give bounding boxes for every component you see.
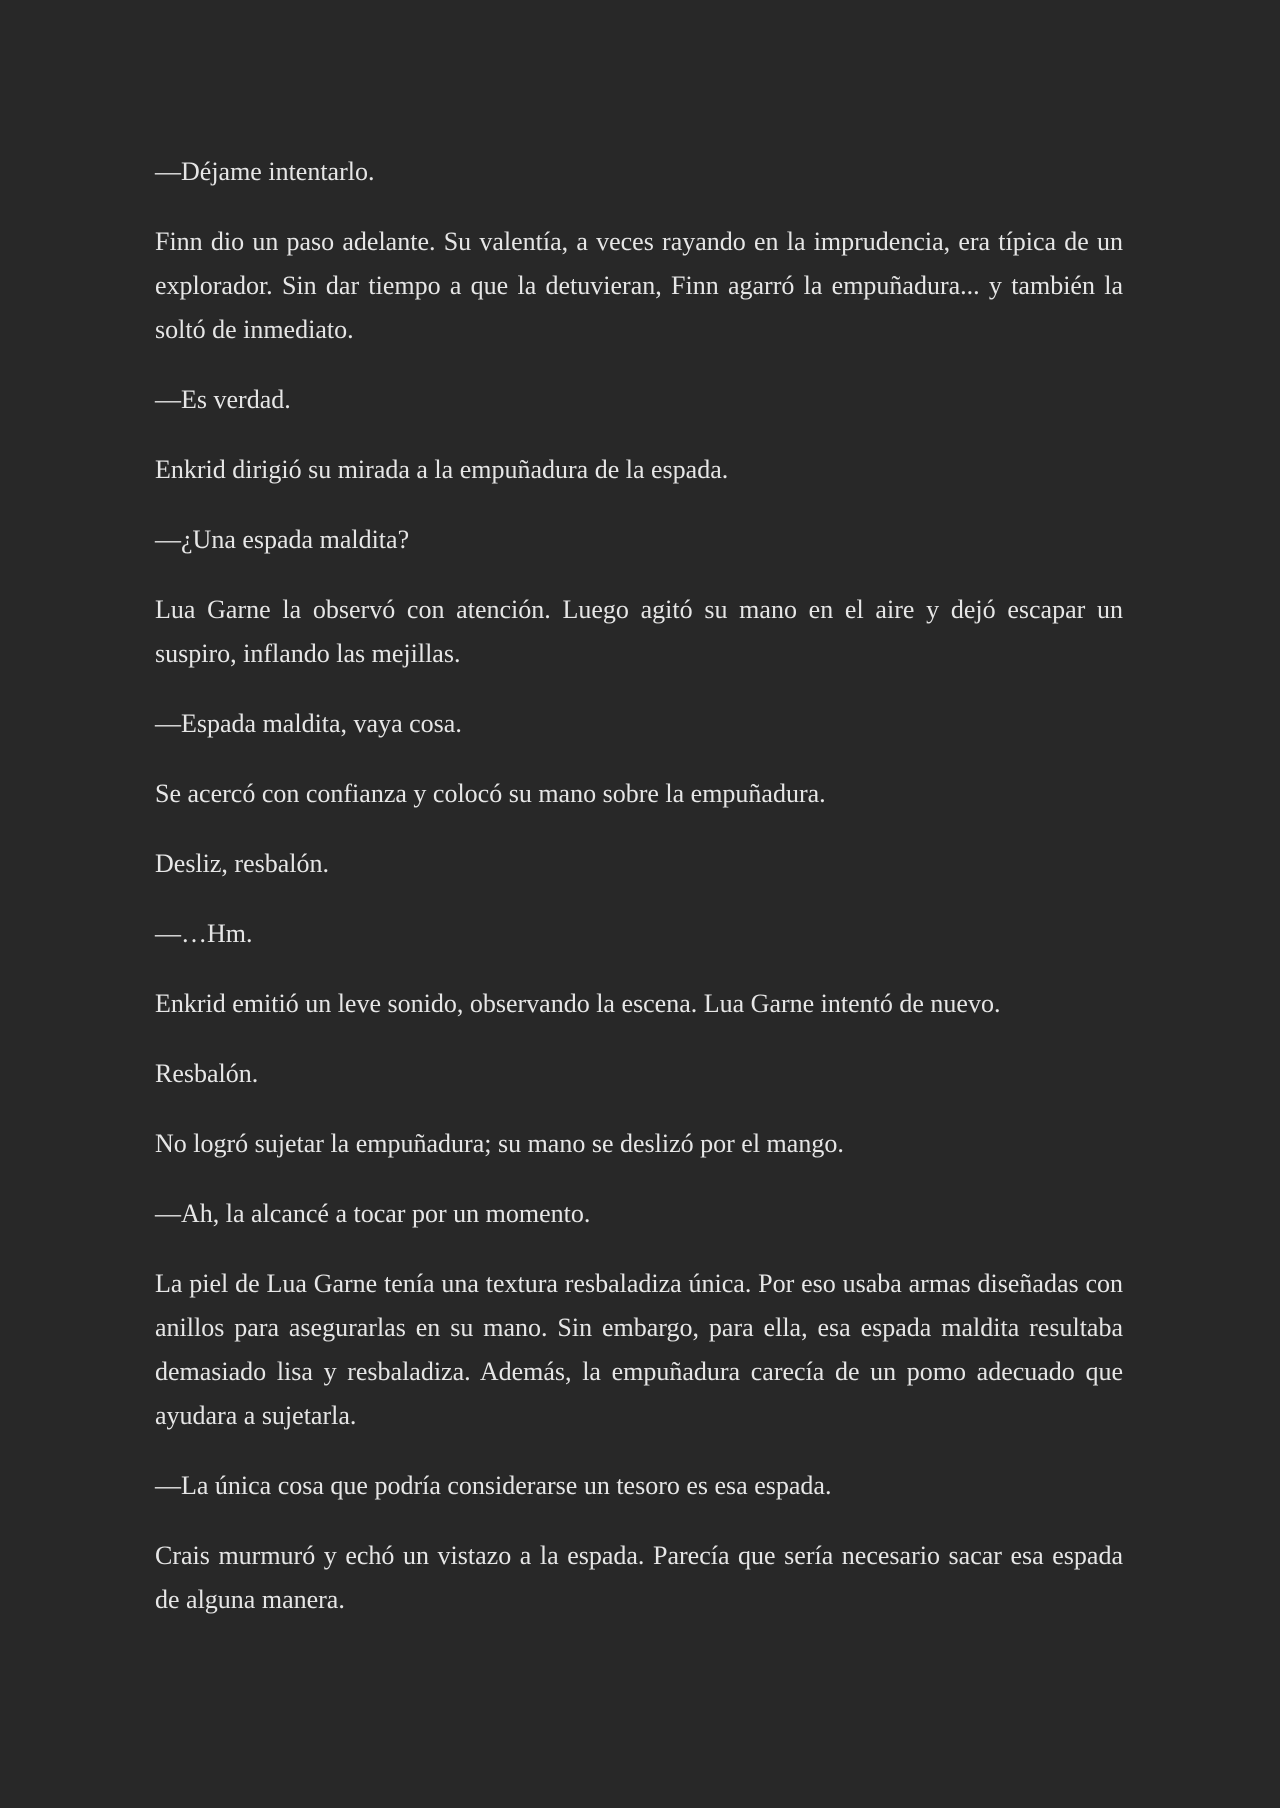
paragraph: Enkrid emitió un leve sonido, observando la escena. Lua Garne intentó de nuevo.: [155, 989, 1001, 1018]
paragraph: No logró sujetar la empuñadura; su mano se deslizó por el mango.: [155, 1129, 844, 1158]
paragraph: —Espada maldita, vaya cosa.: [155, 709, 462, 738]
paragraph: Crais murmuró y echó un vistazo a la espada. Parecía que sería necesario sacar esa espada de alguna manera.: [155, 1541, 1123, 1614]
paragraph: —Ah, la alcancé a tocar por un momento.: [155, 1199, 591, 1228]
paragraph: —Déjame intentarlo.: [155, 157, 375, 186]
chapter-text: [155, 150, 1123, 1648]
paragraph: —¿Una espada maldita?: [155, 525, 410, 554]
paragraph: Enkrid dirigió su mirada a la empuñadura de la espada.: [155, 455, 729, 484]
paragraph: La piel de Lua Garne tenía una textura resbaladiza única. Por eso usaba armas diseñadas con anillos para asegurarlas en su mano. Sin embargo, para ella, esa espada maldita resultaba demasiado lisa y resbaladiza. Además, la empuñadura carecía de un pomo adecuado que ayudara a sujetarla.: [155, 1269, 1123, 1430]
paragraph: —La única cosa que podría considerarse un tesoro es esa espada.: [155, 1471, 832, 1500]
paragraph: Resbalón.: [155, 1059, 259, 1088]
paragraph: Lua Garne la observó con atención. Luego agitó su mano en el aire y dejó escapar un suspiro, inflando las mejillas.: [155, 595, 1123, 668]
paragraph: Finn dio un paso adelante. Su valentía, a veces rayando en la imprudencia, era típica de un explorador. Sin dar tiempo a que la detuvieran, Finn agarró la empuñadura... y también la soltó de inmediato.: [155, 227, 1123, 344]
paragraph: —Es verdad.: [155, 385, 291, 414]
paragraph: Desliz, resbalón.: [155, 849, 330, 878]
paragraph: —…Hm.: [155, 919, 253, 948]
paragraph: Se acercó con confianza y colocó su mano sobre la empuñadura.: [155, 779, 826, 808]
